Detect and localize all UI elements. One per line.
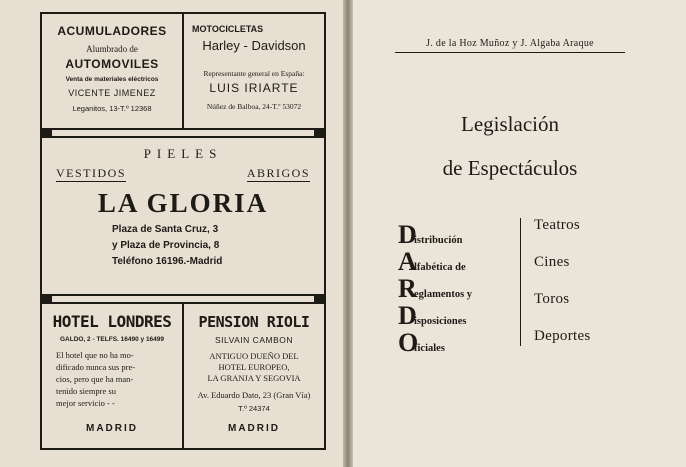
ad-pension-rioli <box>184 306 324 448</box>
ad-title: HOTEL LONDRES <box>52 312 172 331</box>
acrostic-line <box>398 220 518 247</box>
topic-item: Toros <box>534 291 570 307</box>
ad-address: Núñez de Balboa, 24-T.º 53072 <box>206 102 302 111</box>
acrostic-initial: O <box>398 328 419 357</box>
corner-ornament <box>42 296 52 302</box>
ad-motocicletas <box>184 14 324 126</box>
ad-product-abrigos: ABRIGOS <box>246 166 310 180</box>
ad-address-line: Plaza de Santa Cruz, 3 <box>112 224 219 235</box>
dardo-acrostic <box>398 220 518 355</box>
ad-la-gloria <box>42 140 324 292</box>
ad-tagline: Venta de materiales eléctricos <box>65 76 159 83</box>
acrostic-initial: A <box>398 247 417 276</box>
ad-body-line: LA GRANJA Y SEGOVIA <box>207 373 301 383</box>
topic-item: Teatros <box>534 217 581 233</box>
acrostic-initial: R <box>398 274 417 303</box>
ad-phone-line: GALDO, 2 - TELFS. 16490 y 16499 <box>59 336 165 343</box>
ad-title: PENSION RIOLI <box>198 313 310 331</box>
ad-product-vestidos: VESTIDOS <box>56 166 127 180</box>
acrostic-line <box>398 247 518 274</box>
ad-body-line: HOTEL EUROPEO, <box>218 362 290 372</box>
acrostic-initial: D <box>398 220 417 249</box>
ad-owner-name: VICENTE JIMENEZ <box>68 88 156 98</box>
book-title-line-2: de Espectáculos <box>442 156 578 180</box>
ad-subtitle: Alumbrado de <box>86 44 138 54</box>
ad-body-line: cios, pero que ha man- <box>56 374 134 384</box>
ad-body-line: mejor servicio - - <box>56 398 115 408</box>
ad-store-name: LA GLORIA <box>97 188 269 218</box>
acrostic-line <box>398 328 518 355</box>
ad-brand: Harley - Davidson <box>202 38 306 53</box>
acrostic-initial: D <box>398 301 417 330</box>
topics-list <box>534 217 591 365</box>
topics-bracket <box>520 218 524 346</box>
ad-owner-name: LUIS IRIARTE <box>209 81 299 95</box>
acrostic-word: isposiciones <box>414 316 467 327</box>
book-gutter <box>343 0 353 467</box>
ad-body-line: dificado nunca sus pre- <box>56 362 136 372</box>
ad-representative-label: Representante general en España: <box>203 69 305 78</box>
ad-category: PIELES <box>143 146 223 161</box>
ad-title-2: AUTOMOVILES <box>65 57 159 71</box>
ad-body-line: tenido siempre su <box>56 386 116 396</box>
acrostic-word: lfabética de <box>414 262 466 273</box>
corner-ornament <box>42 130 52 136</box>
corner-ornament <box>314 296 324 302</box>
ad-owner-name: SILVAIN CAMBON <box>214 335 293 345</box>
corner-ornament <box>314 130 324 136</box>
book-title-line-1: Legislación <box>461 112 559 136</box>
ad-address-line: y Plaza de Provincia, 8 <box>112 240 220 251</box>
ad-body <box>42 349 182 409</box>
ad-body-line: ANTIGUO DUEÑO DEL <box>209 351 299 361</box>
ad-product-row <box>42 166 324 182</box>
acrostic-word: ficiales <box>414 343 445 354</box>
ad-phone-line: Teléfono 16196.-Madrid <box>112 256 223 267</box>
ad-city: MADRID <box>86 423 138 434</box>
ad-body <box>184 351 324 384</box>
ad-hotel-londres <box>42 306 182 448</box>
acrostic-word: eglamentos y <box>414 289 473 300</box>
ad-acumuladores <box>42 14 182 126</box>
acrostic-line <box>398 274 518 301</box>
authors-rule <box>395 52 625 53</box>
ad-phone-line: T.º 24374 <box>238 404 270 413</box>
ad-address: Av. Eduardo Dato, 23 (Gran Vía) <box>197 390 311 400</box>
ad-title: ACUMULADORES <box>57 24 167 38</box>
acrostic-line <box>398 301 518 328</box>
topic-item: Deportes <box>534 328 591 344</box>
ad-title: MOTOCICLETAS <box>192 24 264 34</box>
ad-city: MADRID <box>228 423 280 434</box>
ad-address: Leganitos, 13-T.º 12368 <box>72 104 152 113</box>
topic-item: Cines <box>534 254 570 270</box>
book-authors: J. de la Hoz Muñoz y J. Algaba Araque <box>426 38 594 49</box>
acrostic-word: istribución <box>414 235 463 246</box>
ad-body-line: El hotel que no ha mo- <box>56 350 134 360</box>
